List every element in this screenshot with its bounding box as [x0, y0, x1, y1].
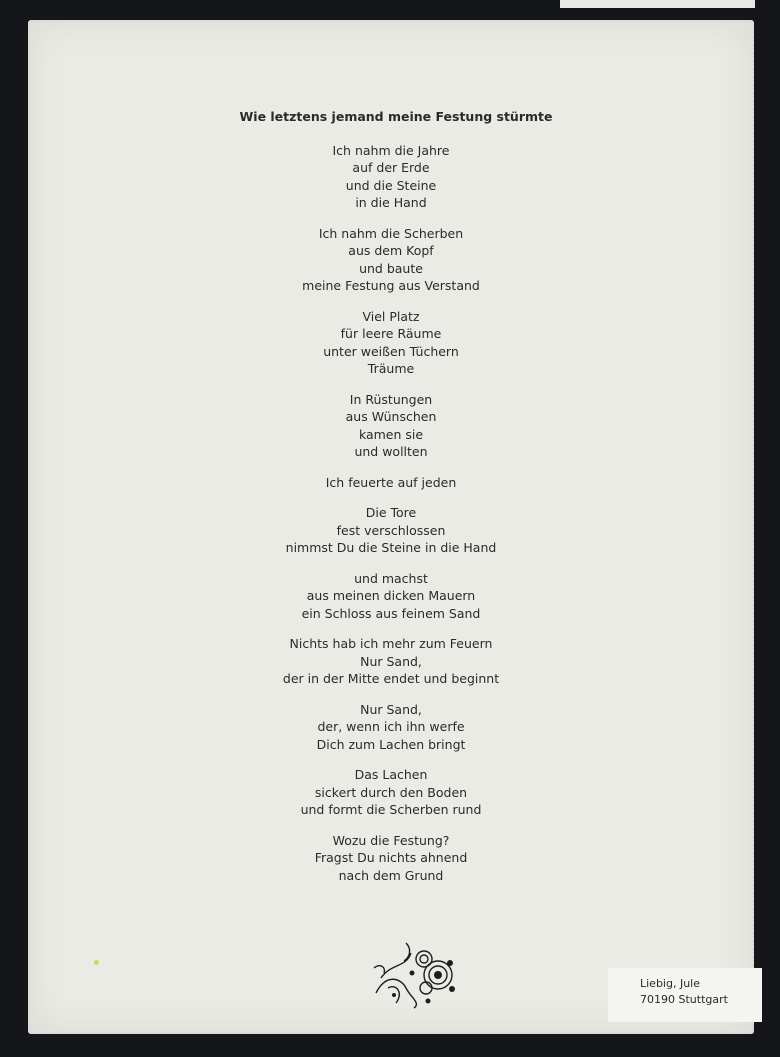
poem-title: Wie letztens jemand meine Festung stürmte — [239, 109, 553, 124]
poem-stanzas — [28, 142, 754, 885]
poem-stanza — [28, 701, 754, 754]
poem — [28, 108, 754, 897]
poem-stanza — [28, 766, 754, 819]
poem-stanza — [28, 832, 754, 885]
poem-sheet — [28, 20, 754, 1034]
poem-line: und die Steine — [345, 177, 437, 193]
poem-line: auf der Erde — [352, 160, 430, 175]
poem-line: ein Schloss aus feinem Sand — [301, 605, 481, 621]
poem-line: Dich zum Lachen bringt — [316, 736, 466, 752]
author-city: 70190 Stuttgart — [640, 993, 728, 1006]
poem-line: für leere Räume — [340, 326, 442, 341]
poem-line: aus meinen dicken Mauern — [306, 588, 476, 603]
poem-line: Wozu die Festung? — [332, 832, 450, 848]
poem-line: der, wenn ich ihn werfe — [317, 719, 465, 734]
poem-line: nach dem Grund — [338, 867, 444, 883]
floral-swirl-icon — [366, 933, 466, 1013]
poem-line: nimmst Du die Steine in die Hand — [285, 540, 497, 555]
poem-line: Nur Sand, — [360, 653, 422, 669]
poem-line: Fragst Du nichts ahnend — [314, 850, 468, 865]
poem-stanza — [28, 635, 754, 688]
poem-stanza — [28, 142, 754, 212]
poem-stanza — [28, 225, 754, 295]
poem-line: Träume — [367, 361, 415, 376]
poem-line: Ich nahm die Scherben — [318, 225, 464, 241]
poem-line: Die Tore — [365, 505, 417, 520]
poem-stanza — [28, 308, 754, 378]
poem-line: Nur Sand, — [360, 701, 422, 717]
author-name: Liebig, Jule — [640, 977, 701, 990]
poem-line: Ich feuerte auf jeden — [325, 474, 457, 490]
poem-line: Ich nahm die Jahre — [332, 142, 450, 158]
poem-line: sickert durch den Boden — [314, 784, 468, 800]
poem-line: und formt die Scherben rund — [300, 802, 482, 817]
poem-line: Viel Platz — [362, 308, 420, 324]
poem-line: unter weißen Tüchern — [323, 343, 459, 359]
paper-speck — [94, 960, 99, 965]
poem-line: der in der Mitte endet und beginnt — [282, 671, 500, 686]
poem-line: kamen sie — [358, 426, 424, 442]
poem-line: und machst — [354, 570, 428, 586]
poem-line: in die Hand — [355, 195, 427, 210]
poem-line: und wollten — [354, 444, 428, 459]
poem-line: Das Lachen — [354, 767, 428, 782]
poem-line: fest verschlossen — [336, 522, 446, 538]
poem-line: aus dem Kopf — [348, 243, 434, 258]
poem-line: meine Festung aus Verstand — [302, 278, 480, 293]
poem-stanza — [28, 504, 754, 557]
poem-stanza — [28, 391, 754, 461]
address-label — [608, 968, 762, 1022]
poem-line: Nichts hab ich mehr zum Feuern — [289, 636, 493, 651]
background-paper-edge — [560, 0, 755, 8]
poem-stanza — [28, 474, 754, 492]
poem-stanza — [28, 570, 754, 623]
poem-line: und baute — [359, 260, 423, 276]
poem-line: aus Wünschen — [345, 409, 437, 424]
poem-line: In Rüstungen — [349, 391, 433, 407]
